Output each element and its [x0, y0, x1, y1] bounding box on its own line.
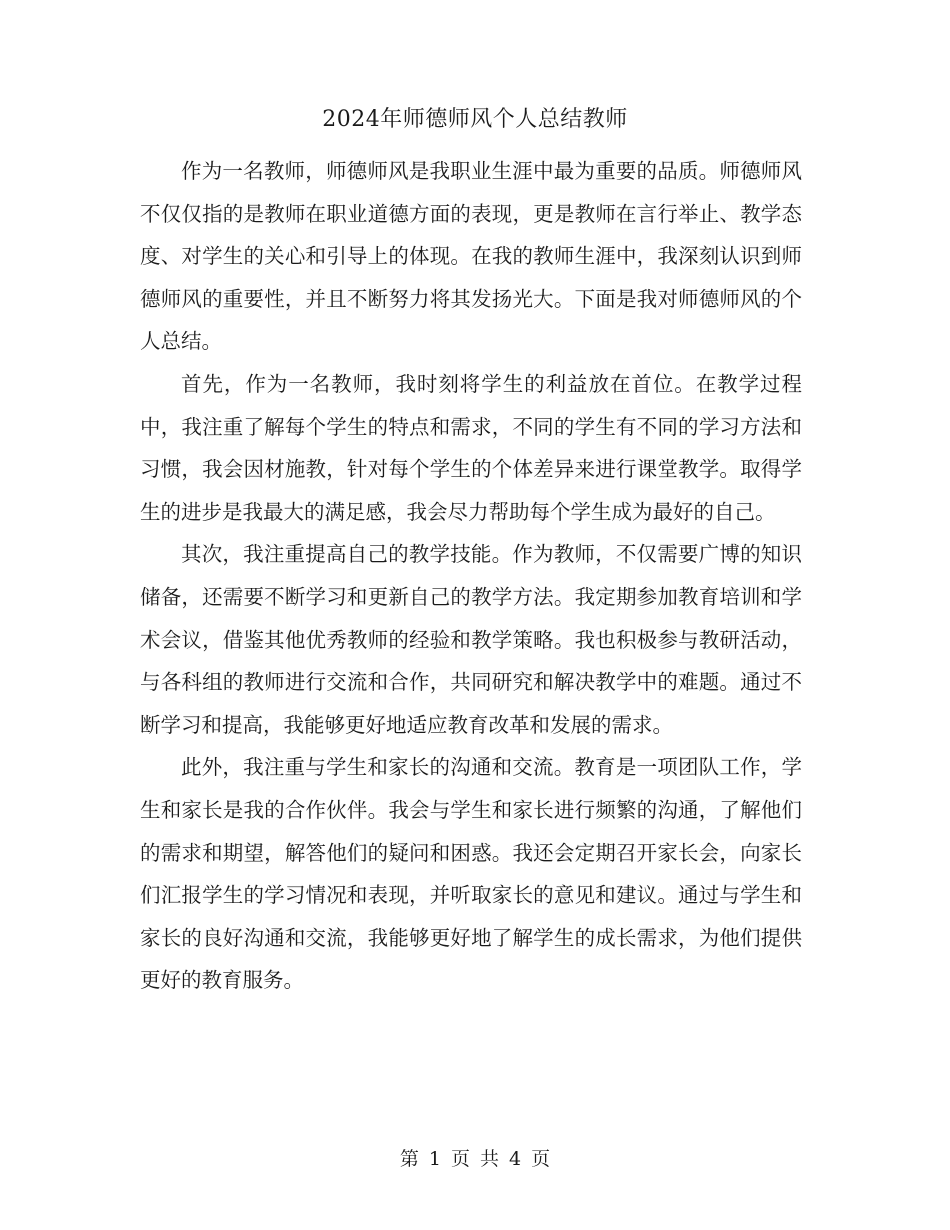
- page-footer: 第 1 页 共 4 页: [399, 1148, 551, 1170]
- paragraph-first: 首先，作为一名教师，我时刻将学生的利益放在首位。在教学过程中，我注重了解每个学生的特点和需求，不同的学生有不同的学习方法和习惯，我会因材施教，针对每个学生的个体差异来进行课堂教学。取得学生的进步是我最大的满足感，我会尽力帮助每个学生成为最好的自己。: [140, 371, 802, 524]
- document-body: [140, 150, 802, 1002]
- paragraph-intro: 作为一名教师，师德师风是我职业生涯中最为重要的品质。师德师风不仅仅指的是教师在职业道德方面的表现，更是教师在言行举止、教学态度、对学生的关心和引导上的体现。在我的教师生涯中，我深刻认识到师德师风的重要性，并且不断努力将其发扬光大。下面是我对师德师风的个人总结。: [140, 159, 802, 354]
- paragraph-third: 此外，我注重与学生和家长的沟通和交流。教育是一项团队工作，学生和家长是我的合作伙伴。我会与学生和家长进行频繁的沟通，了解他们的需求和期望，解答他们的疑问和困惑。我还会定期召开家长会，向家长们汇报学生的学习情况和表现，并听取家长的意见和建议。通过与学生和家长的良好沟通和交流，我能够更好地了解学生的成长需求，为他们提供更好的教育服务。: [140, 755, 802, 993]
- paragraph-second: 其次，我注重提高自己的教学技能。作为教师，不仅需要广博的知识储备，还需要不断学习和更新自己的教学方法。我定期参加教育培训和学术会议，借鉴其他优秀教师的经验和教学策略。我也积极参与教研活动，与各科组的教师进行交流和合作，共同研究和解决教学中的难题。通过不断学习和提高，我能够更好地适应教育改革和发展的需求。: [140, 542, 802, 737]
- document-title: 2024年师德师风个人总结教师: [322, 107, 628, 132]
